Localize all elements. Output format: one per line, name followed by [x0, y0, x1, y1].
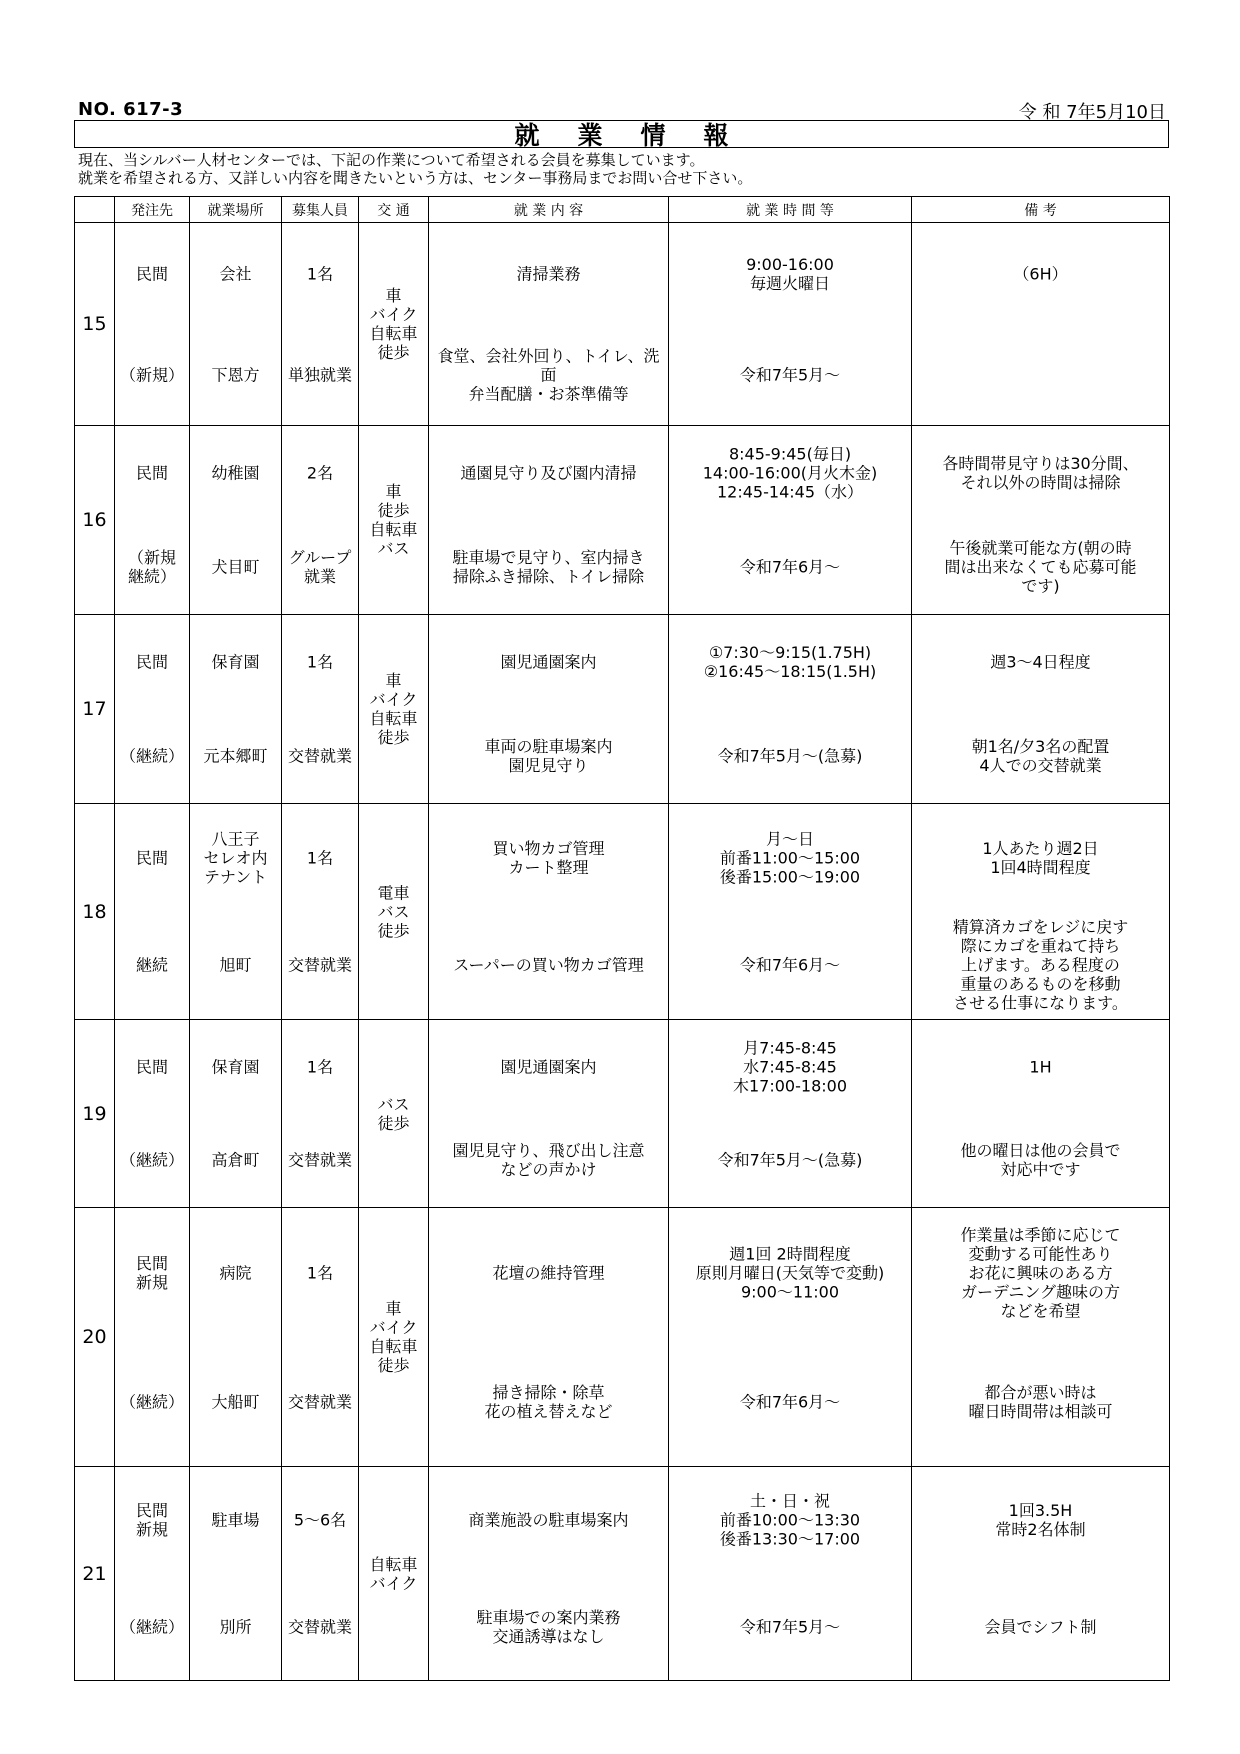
client-top: 民間 — [135, 652, 168, 672]
staff-top: 1名 — [306, 652, 334, 672]
time-cell — [669, 426, 912, 615]
document-date: 令 和 7年5月10日 — [1018, 102, 1166, 123]
time-top: 週1回 2時間程度 原則月曜日(天気等で変動) 9:00～11:00 — [695, 1244, 885, 1301]
row-number: 17 — [75, 615, 115, 804]
notes-top: （6H） — [1013, 264, 1068, 283]
staff-cell — [282, 1467, 359, 1681]
time-top: 9:00-16:00 毎週火曜日 — [746, 254, 834, 293]
place-top: 幼稚園 — [211, 463, 260, 483]
work-bottom: 駐車場で見守り、室内掃き 掃除ふき掃除、トイレ掃除 — [452, 548, 645, 586]
work-cell — [429, 1467, 669, 1681]
notes-bottom: 午後就業可能な方(朝の時 間は出来なくても応募可能 です) — [944, 538, 1137, 596]
time-bottom: 令和7年5月～(急募) — [717, 746, 863, 766]
time-bottom: 令和7年6月～ — [739, 557, 841, 577]
notes-top: 1人あたり週2日 1回4時間程度 — [982, 838, 1099, 877]
page-title: 就業情報 — [514, 121, 767, 150]
notes-cell — [912, 615, 1170, 804]
place-bottom: 下恩方 — [211, 365, 260, 384]
staff-cell — [282, 426, 359, 615]
work-bottom: 園児見守り、飛び出し注意 などの声かけ — [452, 1141, 645, 1180]
staff-cell — [282, 1208, 359, 1467]
job-table — [74, 196, 1170, 1681]
transport-cell — [359, 615, 429, 804]
place-top: 駐車場 — [211, 1510, 260, 1530]
staff-bottom: 交替就業 — [287, 955, 352, 975]
place-top: 保育園 — [211, 652, 260, 672]
client-cell — [115, 1020, 190, 1208]
staff-bottom: 交替就業 — [287, 1392, 352, 1411]
notes-cell — [912, 1467, 1170, 1681]
place-bottom: 元本郷町 — [203, 746, 268, 766]
table-row — [75, 223, 1170, 426]
staff-top: 2名 — [306, 463, 334, 483]
client-bottom: （継続） — [119, 746, 184, 766]
work-top: 通園見守り及び園内清掃 — [460, 463, 637, 483]
client-top: 民間 新規 — [135, 1501, 168, 1540]
intro-line-1: 現在、当シルバー人材センターでは、下記の作業について希望される会員を募集しています。 — [78, 151, 705, 169]
work-top: 商業施設の駐車場案内 — [468, 1510, 629, 1530]
staff-bottom: グループ 就業 — [288, 548, 352, 586]
title-box — [74, 120, 1169, 148]
transport-text: バス 徒歩 — [377, 1094, 410, 1133]
time-top: 月～日 前番11:00～15:00 後番15:00～19:00 — [719, 829, 861, 887]
client-cell — [115, 615, 190, 804]
table-row — [75, 1208, 1170, 1467]
table-row — [75, 615, 1170, 804]
notes-bottom: 他の曜日は他の会員で 対応中です — [960, 1141, 1121, 1180]
staff-cell — [282, 223, 359, 426]
notes-top: 作業量は季節に応じて 変動する可能性あり お花に興味のある方 ガーデニング趣味の方 などを希望 — [960, 1225, 1121, 1320]
table-row — [75, 804, 1170, 1020]
client-top: 民間 — [135, 463, 168, 483]
staff-bottom: 交替就業 — [287, 1150, 352, 1170]
work-top: 園児通園案内 — [500, 652, 597, 672]
notes-cell — [912, 1020, 1170, 1208]
staff-top: 1名 — [306, 1263, 334, 1282]
work-bottom: 掃き掃除・除草 花の植え替えなど — [484, 1382, 613, 1421]
client-top: 民間 — [135, 1057, 168, 1077]
time-bottom: 令和7年5月～ — [739, 1617, 841, 1637]
transport-cell — [359, 804, 429, 1020]
time-top: ①7:30～9:15(1.75H) ②16:45～18:15(1.5H) — [703, 643, 877, 681]
notes-bottom: 会員でシフト制 — [984, 1617, 1097, 1637]
client-bottom: （継続） — [119, 1150, 184, 1170]
time-top: 8:45-9:45(毎日) 14:00-16:00(月火木金) 12:45-14:45（水） — [702, 444, 878, 502]
transport-text: 自転車 バイク — [369, 1554, 418, 1593]
staff-top: 1名 — [306, 848, 334, 868]
client-cell — [115, 1208, 190, 1467]
notes-bottom: 朝1名/夕3名の配置 4人での交替就業 — [971, 737, 1110, 775]
notes-bottom: 都合が悪い時は 曜日時間帯は相談可 — [968, 1382, 1113, 1421]
client-top: 民間 — [135, 264, 168, 283]
staff-bottom: 単独就業 — [287, 365, 352, 384]
staff-cell — [282, 1020, 359, 1208]
time-cell — [669, 1020, 912, 1208]
work-bottom: 食堂、会社外回り、トイレ、洗 面 弁当配膳・お茶準備等 — [437, 346, 660, 403]
col-header-notes: 備 考 — [912, 197, 1170, 223]
place-top: 保育園 — [211, 1057, 260, 1077]
row-number: 15 — [75, 223, 115, 426]
staff-top: 1名 — [306, 264, 334, 283]
place-top: 会社 — [219, 264, 252, 283]
place-bottom: 犬目町 — [211, 557, 260, 577]
transport-text: 車 バイク 自転車 徒歩 — [369, 1299, 418, 1375]
col-header-staff: 募集人員 — [282, 197, 359, 223]
time-top: 月7:45-8:45 水7:45-8:45 木17:00-18:00 — [733, 1038, 847, 1096]
time-bottom: 令和7年5月～ — [739, 365, 841, 384]
work-top: 買い物カゴ管理 カート整理 — [492, 838, 605, 877]
notes-cell — [912, 804, 1170, 1020]
notes-cell — [912, 426, 1170, 615]
place-bottom: 別所 — [219, 1617, 252, 1637]
place-top: 病院 — [219, 1263, 252, 1282]
client-top: 民間 新規 — [135, 1253, 168, 1292]
place-cell — [190, 615, 282, 804]
transport-text: 電車 バス 徒歩 — [377, 883, 410, 940]
row-number: 19 — [75, 1020, 115, 1208]
staff-bottom: 交替就業 — [287, 746, 352, 766]
transport-cell — [359, 223, 429, 426]
notes-top: 各時間帯見守りは30分間、 それ以外の時間は掃除 — [942, 454, 1139, 492]
time-bottom: 令和7年6月～ — [739, 955, 841, 975]
client-cell — [115, 223, 190, 426]
work-cell — [429, 426, 669, 615]
notes-top: 週3～4日程度 — [990, 652, 1091, 672]
time-cell — [669, 1467, 912, 1681]
table-header-row — [75, 197, 1170, 223]
document-number: NO. 617-3 — [78, 99, 184, 120]
place-cell — [190, 804, 282, 1020]
notes-cell — [912, 1208, 1170, 1467]
work-cell — [429, 223, 669, 426]
table-row — [75, 1467, 1170, 1681]
work-top: 花壇の維持管理 — [492, 1263, 605, 1282]
client-top: 民間 — [135, 848, 168, 868]
table-row — [75, 426, 1170, 615]
staff-cell — [282, 804, 359, 1020]
row-number: 18 — [75, 804, 115, 1020]
place-bottom: 高倉町 — [211, 1150, 260, 1170]
place-bottom: 旭町 — [219, 955, 252, 975]
notes-top: 1回3.5H 常時2名体制 — [995, 1501, 1086, 1540]
time-cell — [669, 223, 912, 426]
transport-text: 車 バイク 自転車 徒歩 — [369, 286, 418, 362]
staff-top: 5～6名 — [293, 1510, 347, 1530]
col-header-transport: 交 通 — [359, 197, 429, 223]
transport-text: 車 徒歩 自転車 バス — [369, 482, 418, 558]
staff-bottom: 交替就業 — [287, 1617, 352, 1637]
work-bottom: 車両の駐車場案内 園児見守り — [484, 737, 613, 775]
table-row — [75, 1020, 1170, 1208]
client-bottom: 継続 — [135, 955, 168, 975]
row-number: 20 — [75, 1208, 115, 1467]
col-header-time: 就 業 時 間 等 — [669, 197, 912, 223]
client-cell — [115, 1467, 190, 1681]
time-bottom: 令和7年6月～ — [739, 1392, 841, 1411]
time-bottom: 令和7年5月～(急募) — [717, 1150, 863, 1170]
time-cell — [669, 804, 912, 1020]
row-number: 16 — [75, 426, 115, 615]
transport-cell — [359, 1020, 429, 1208]
work-cell — [429, 804, 669, 1020]
time-top: 土・日・祝 前番10:00～13:30 後番13:30～17:00 — [719, 1491, 861, 1549]
notes-bottom: 精算済カゴをレジに戻す 際にカゴを重ねて持ち 上げます。ある程度の 重量のあるものを移動 させる仕事になります。 — [952, 917, 1129, 1013]
client-bottom: （継続） — [119, 1617, 184, 1637]
job-table-body — [75, 223, 1170, 1681]
work-bottom: スーパーの買い物カゴ管理 — [453, 955, 644, 975]
col-header-work: 就 業 内 容 — [429, 197, 669, 223]
intro-text — [78, 151, 752, 187]
client-bottom: （新規 継続） — [127, 548, 176, 586]
transport-cell — [359, 1467, 429, 1681]
client-bottom: （継続） — [119, 1392, 184, 1411]
work-top: 園児通園案内 — [500, 1057, 597, 1077]
time-cell — [669, 615, 912, 804]
staff-cell — [282, 615, 359, 804]
place-bottom: 大船町 — [211, 1392, 260, 1411]
client-bottom: （新規） — [119, 365, 184, 384]
work-top: 清掃業務 — [516, 264, 581, 283]
transport-cell — [359, 1208, 429, 1467]
col-header-client: 発注先 — [115, 197, 190, 223]
transport-text: 車 バイク 自転車 徒歩 — [369, 671, 418, 747]
col-header-place: 就業場所 — [190, 197, 282, 223]
place-cell — [190, 223, 282, 426]
client-cell — [115, 804, 190, 1020]
intro-line-2: 就業を希望される方、又詳しい内容を聞きたいという方は、センター事務局までお問い合せ下さい。 — [78, 169, 753, 187]
work-bottom: 駐車場での案内業務 交通誘導はなし — [476, 1607, 621, 1646]
place-cell — [190, 1208, 282, 1467]
col-header-number — [75, 197, 115, 223]
work-cell — [429, 1208, 669, 1467]
notes-top: 1H — [1029, 1057, 1052, 1077]
time-cell — [669, 1208, 912, 1467]
place-cell — [190, 426, 282, 615]
work-cell — [429, 615, 669, 804]
place-cell — [190, 1467, 282, 1681]
place-top: 八王子 セレオ内 テナント — [203, 829, 268, 887]
notes-cell — [912, 223, 1170, 426]
client-cell — [115, 426, 190, 615]
transport-cell — [359, 426, 429, 615]
work-cell — [429, 1020, 669, 1208]
row-number: 21 — [75, 1467, 115, 1681]
staff-top: 1名 — [306, 1057, 334, 1077]
place-cell — [190, 1020, 282, 1208]
